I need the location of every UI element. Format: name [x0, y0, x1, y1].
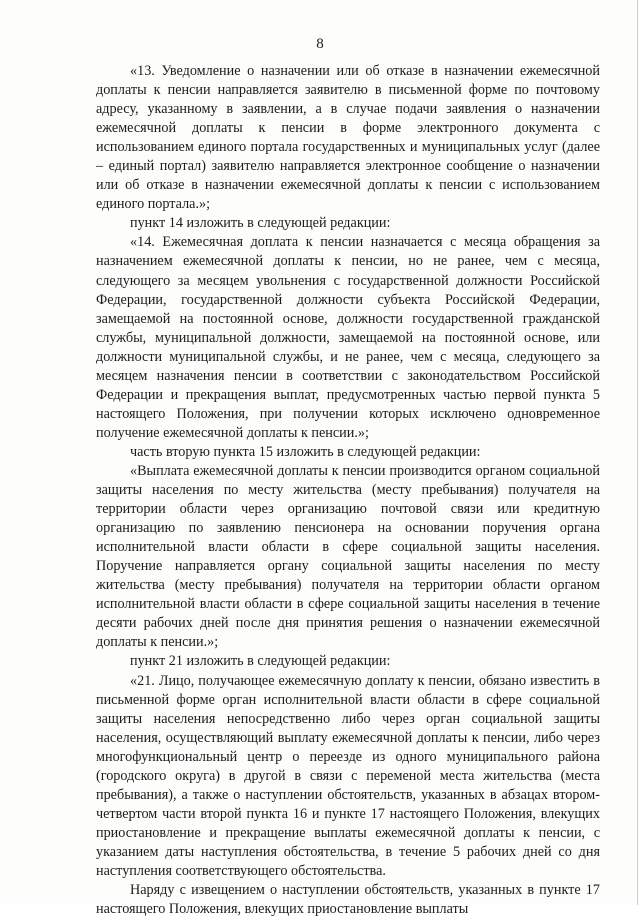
paragraph-item-13: «13. Уведомление о назначении или об отказе в назначении ежемесячной доплаты к пенсии направляется заявителю в письменной форме по почтовому адресу, указанному в заявлении, а в случае подачи заявления о назначении ежемесячной доплаты к пенсии в форме электронного документа с использованием единого портала государственных и муниципальных услуг (далее – единый портал) заявителю направляется электронное сообщение о назначении или об отказе в назначении ежемесячной доплаты к пенсии с использованием единого портала.»; — [96, 63, 600, 213]
paragraph-amend-14-intro: пункт 14 изложить в следующей редакции: — [130, 215, 391, 232]
document-body — [96, 62, 600, 919]
paragraph-item-15-part-2: «Выплата ежемесячной доплаты к пенсии производится органом социальной защиты населения по месту жительства (месту пребывания) получателя на территории области через организацию почтовой связи или кредитную организацию по заявлению пенсионера на основании поручения органа исполнительной власти области в сфере социальной защиты населения. Поручение направляется органу социальной защиты населения по месту жительства (месту пребывания) получателя на территории области органом исполнительной власти области в сфере социальной защиты населения в течение десяти рабочих дней после дня принятия решения о назначении ежемесячной доплаты к пенсии.»; — [96, 462, 600, 651]
paragraph-item-14: «14. Ежемесячная доплата к пенсии назначается с месяца обращения за назначением ежемесячной доплаты к пенсии, но не ранее, чем с месяца, следующего за месяцем увольнения с государственной должности Российской Федерации, государственной должности субъекта Российской Федерации, замещаемой на постоянной основе, должности государственной гражданской службы, муниципальной должности, замещаемой на постоянной основе, или должности муниципальной службы, и не ранее, чем с месяца, следующего за месяцем назначения пенсии в соответствии с законодательством Российской Федерации и прекращения выплат, предусмотренных частью первой пункта 5 настоящего Положения, при получении которых исключено одновременное получение ежемесячной доплаты к пенсии.»; — [96, 234, 600, 441]
page-edge-divider — [637, 0, 638, 905]
page-number: 8 — [316, 36, 324, 52]
paragraph-amend-21-intro: пункт 21 изложить в следующей редакции: — [130, 653, 391, 670]
paragraph-item-21-continuation: Наряду с извещением о наступлении обстоятельств, указанных в пункте 17 настоящего Положения, влекущих приостановление выплаты — [96, 882, 600, 918]
paragraph-amend-15-intro: часть вторую пункта 15 изложить в следующей редакции: — [130, 443, 481, 460]
paragraph-item-21: «21. Лицо, получающее ежемесячную доплату к пенсии, обязано известить в письменной форме орган исполнительной власти области в сфере социальной защиты населения непосредственно либо через орган социальной защиты населения, осуществляющий выплату ежемесячной доплаты к пенсии, либо через многофункциональный центр о переезде из одного муниципального района (городского округа) в другой в связи с переменой места жительства (места пребывания), а также о наступлении обстоятельств, указанных в абзацах втором-четвертом части второй пункта 16 и пункте 17 настоящего Положения, влекущих приостановление и прекращение выплаты ежемесячной доплаты к пенсии, с указанием даты наступления обстоятельства, в течение 5 рабочих дней со дня наступления соответствующего обстоятельства. — [96, 672, 600, 879]
